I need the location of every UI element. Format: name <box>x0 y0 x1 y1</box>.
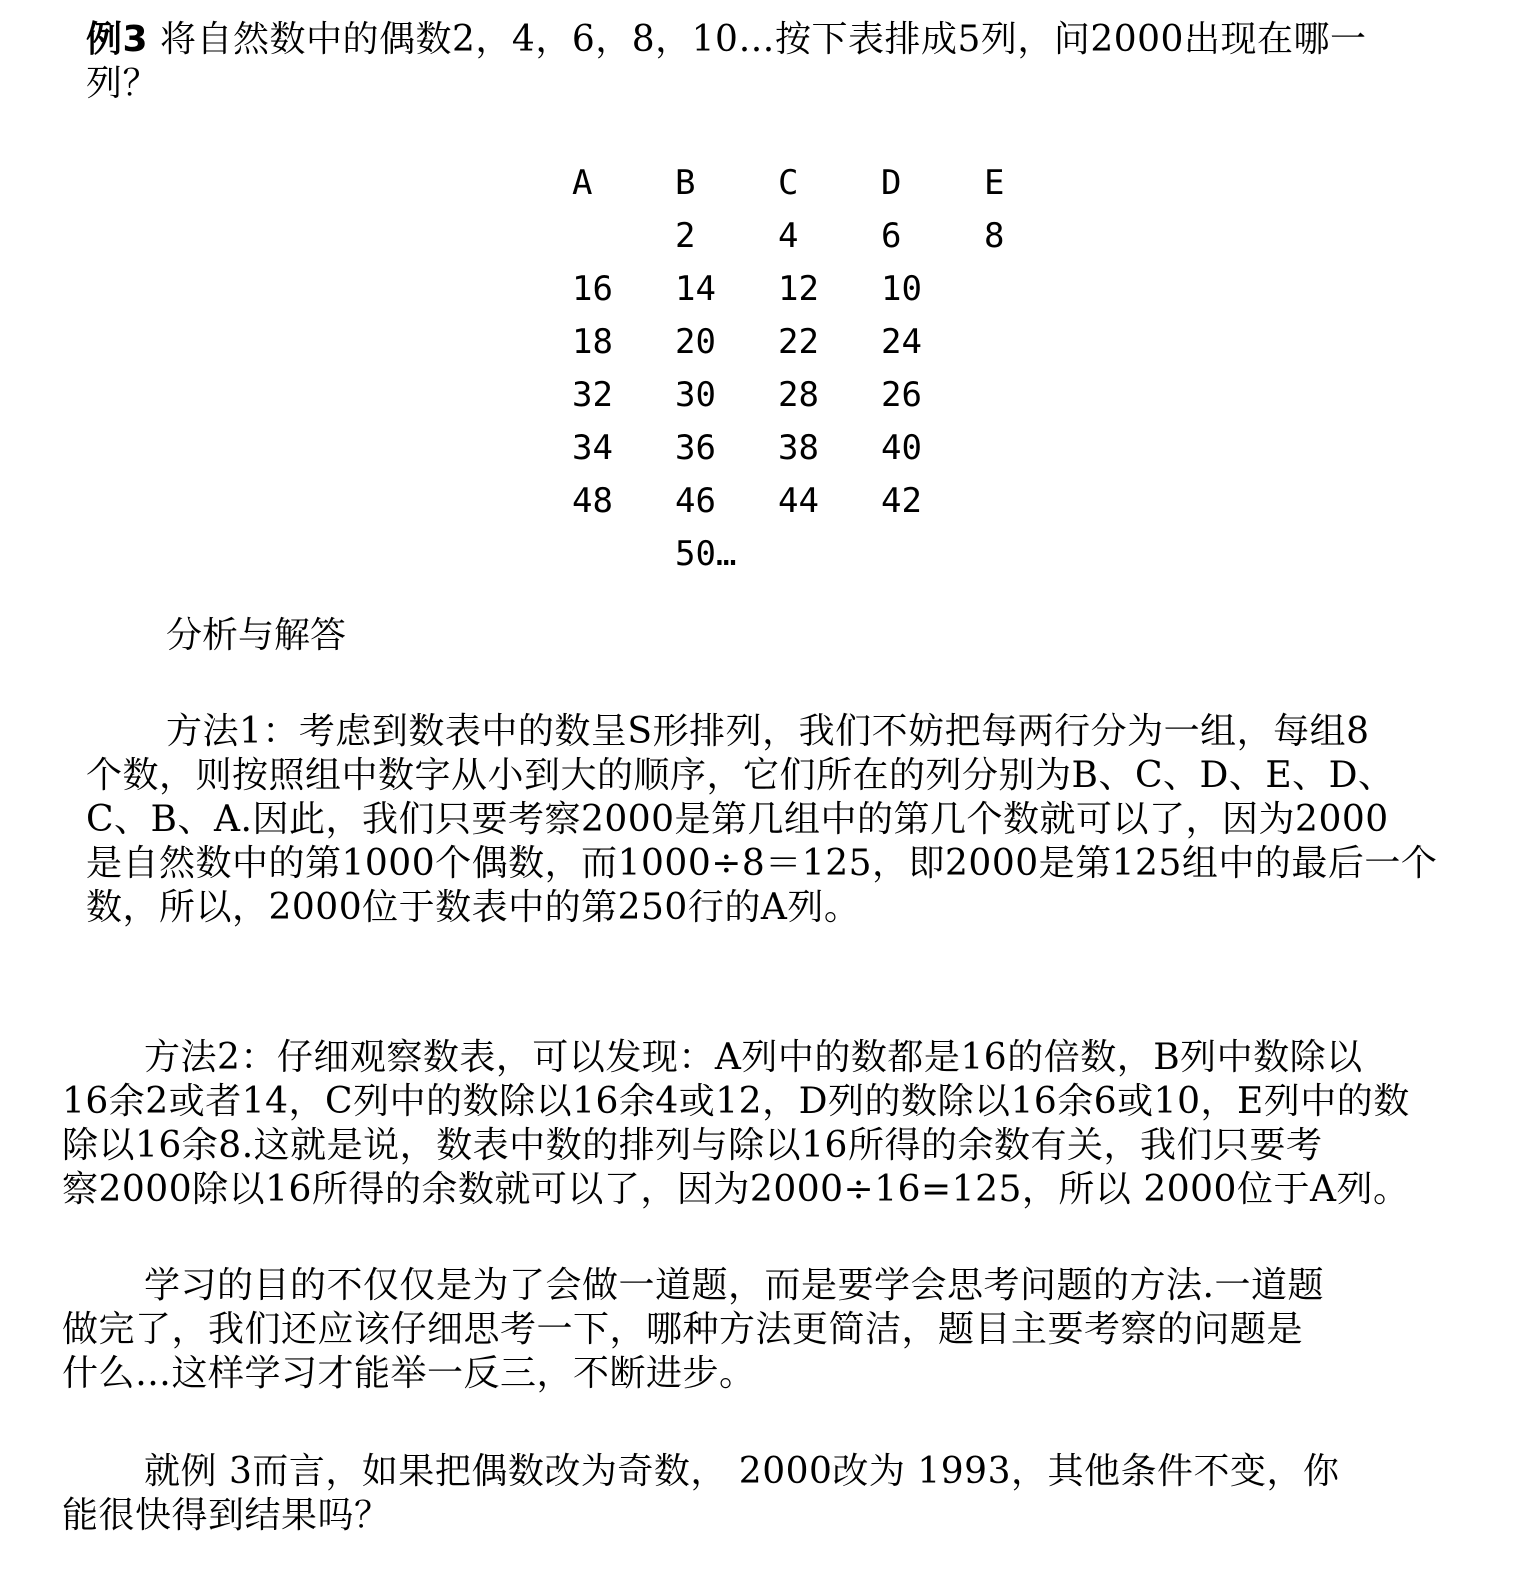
table-cell: 22 <box>778 321 819 362</box>
table-cell: 46 <box>675 480 716 521</box>
table-cell <box>881 527 984 580</box>
table-cell <box>778 527 881 580</box>
problem-text-1: 将自然数中的偶数2，4，6，8，10…按下表排成5列，问2000出现在哪一 <box>160 19 1367 60</box>
table-cell: 2 <box>675 215 696 256</box>
problem-line-2: 列？ <box>86 63 160 104</box>
method-2-line: 方法2：仔细观察数表，可以发现：A列中的数都是16的倍数，B列中数除以 <box>144 1037 1363 1078</box>
table-cell <box>984 474 1087 527</box>
table-cell: 42 <box>881 480 922 521</box>
reflection-line: 学习的目的不仅仅是为了会做一道题，而是要学会思考问题的方法.一道题 <box>144 1265 1324 1306</box>
method-2-line: 察2000除以16所得的余数就可以了，因为2000÷16=125，所以 2000位于A列。 <box>62 1169 1410 1210</box>
reflection-line: 什么…这样学习才能举一反三，不断进步。 <box>62 1353 756 1394</box>
table-cell <box>984 421 1087 474</box>
question-line: 就例 3而言，如果把偶数改为奇数， 2000改为 1993，其他条件不变，你 <box>144 1451 1340 1492</box>
table-cell: 30 <box>675 374 716 415</box>
table-cell: 8 <box>984 215 1005 256</box>
problem-statement <box>86 18 1476 106</box>
reflection-line: 做完了，我们还应该仔细思考一下，哪种方法更简洁，题目主要考察的问题是 <box>62 1309 1304 1350</box>
method-1-line: 方法1：考虑到数表中的数呈S形排列，我们不妨把每两行分为一组，每组8 <box>166 711 1370 752</box>
table-cell: 48 <box>572 480 613 521</box>
table-cell: 38 <box>778 427 819 468</box>
method-1-line: 个数，则按照组中数字从小到大的顺序，它们所在的列分别为B、C、D、E、D、 <box>86 755 1395 796</box>
question-line: 能很快得到结果吗？ <box>62 1495 391 1536</box>
method-1-line: C、B、A.因此，我们只要考察2000是第几组中的第几个数就可以了，因为2000 <box>86 799 1389 840</box>
table-cell: 44 <box>778 480 819 521</box>
table-cell: 18 <box>572 321 613 362</box>
table-header-cell: B <box>675 162 696 203</box>
table-header-cell: D <box>881 162 902 203</box>
method-2-line: 16余2或者14，C列中的数除以16余4或12，D列的数除以16余6或10，E列中的数 <box>62 1081 1410 1122</box>
problem-line-1 <box>86 18 1476 62</box>
table-cell <box>984 527 1087 580</box>
follow-up-question <box>62 1450 1462 1538</box>
table-cell: 36 <box>675 427 716 468</box>
table-row <box>572 315 1087 368</box>
table-cell: 28 <box>778 374 819 415</box>
table-row <box>572 474 1087 527</box>
table-cell: 16 <box>572 268 613 309</box>
table-cell: 40 <box>881 427 922 468</box>
table-cell: 12 <box>778 268 819 309</box>
table-cell <box>984 315 1087 368</box>
table-cell: 6 <box>881 215 902 256</box>
table-row <box>572 209 1087 262</box>
analysis-heading: 分析与解答 <box>166 615 347 656</box>
table-row <box>572 262 1087 315</box>
table-header-row <box>572 156 1087 209</box>
method-2-paragraph <box>62 1036 1462 1212</box>
table-header-cell: C <box>778 162 799 203</box>
table-header-cell: E <box>984 162 1005 203</box>
table-cell: 50… <box>675 533 737 574</box>
table-cell: 20 <box>675 321 716 362</box>
method-1-line: 是自然数中的第1000个偶数，而1000÷8＝125，即2000是第125组中的最后一个 <box>86 843 1438 884</box>
table-cell: 4 <box>778 215 799 256</box>
table-cell: 24 <box>881 321 922 362</box>
method-1-paragraph <box>86 710 1498 930</box>
table-cell: 32 <box>572 374 613 415</box>
table-cell <box>572 209 675 262</box>
table-cell: 34 <box>572 427 613 468</box>
table-cell <box>572 527 675 580</box>
number-table <box>572 156 1087 580</box>
table-row <box>572 368 1087 421</box>
method-2-line: 除以16余8.这就是说，数表中数的排列与除以16所得的余数有关，我们只要考 <box>62 1125 1323 1166</box>
method-1-line: 数，所以，2000位于数表中的第250行的A列。 <box>86 887 861 928</box>
table-row <box>572 527 1087 580</box>
table-header-cell: A <box>572 162 593 203</box>
example-label: 例3 <box>86 19 149 60</box>
table-cell: 26 <box>881 374 922 415</box>
table-cell <box>984 262 1087 315</box>
table-cell <box>984 368 1087 421</box>
table-cell: 10 <box>881 268 922 309</box>
table-row <box>572 421 1087 474</box>
table-cell: 14 <box>675 268 716 309</box>
reflection-paragraph <box>62 1264 1474 1396</box>
